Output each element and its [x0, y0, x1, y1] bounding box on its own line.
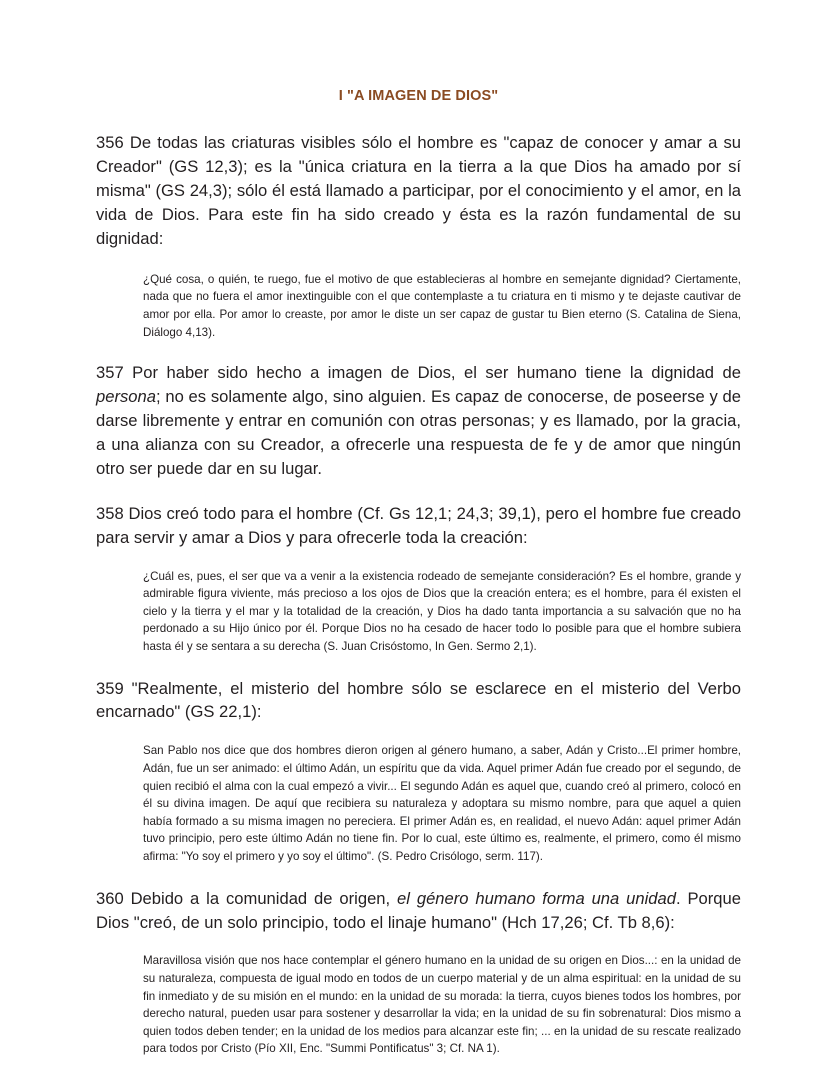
citation-block-359: San Pablo nos dice que dos hombres dieron origen al género humano, a saber, Adán y Cristo...El primer hombre, Adán, fue un ser animado: el último Adán, un espíritu que da vida. Aquel primer Adán fue creado por el segundo, de quien recibió el alma con la cual empezó a vivir... El segundo Adán es aquel que, cuando creó al primero, colocó en él su divina imagen. De aquí que recibiera su naturaleza y adoptara su mismo nombre, para que aquel a quien había formado a su misma imagen no pereciera. El primer Adán es, en realidad, el nuevo Adán: aquel primer Adán tuvo principio, pero este último Adán no tiene fin. Por lo cual, este último es, realmente, el primero, como él mismo afirma: "Yo soy el primero y yo soy el último". (S. Pedro Crisólogo, serm. 117). — [143, 744, 741, 863]
paragraph-360 — [96, 887, 741, 935]
citation-block-356: ¿Qué cosa, o quién, te ruego, fue el motivo de que establecieras al hombre en semejante dignidad? Ciertamente, nada que no fuera el amor inextinguible con el que contemplaste a tu criatura en ti mismo y te dejaste cautivar de amor por ella. Por amor lo creaste, por amor le diste un ser capaz de gustar tu Bien eterno (S. Catalina de Siena, Diálogo 4,13). — [143, 272, 741, 339]
page-title: I "A IMAGEN DE DIOS" — [338, 88, 499, 104]
paragraph-359: 359 "Realmente, el misterio del hombre sólo se esclarece en el misterio del Verbo encarnado" (GS 22,1): — [96, 678, 741, 722]
paragraph-360-emphasis: el género humano forma una unidad — [397, 888, 676, 908]
paragraph-358: 358 Dios creó todo para el hombre (Cf. Gs 12,1; 24,3; 39,1), pero el hombre fue creado para servir y amar a Dios y para ofrecerle toda la creación: — [96, 503, 741, 547]
paragraph-360-part2: . Porque Dios "creó, de un solo principio, todo el linaje humano" (Hch 17,26; Cf. Tb 8,6): — [96, 888, 741, 932]
paragraph-356: 356 De todas las criaturas visibles sólo el hombre es "capaz de conocer y amar a su Creador" (GS 12,3); es la "única criatura en la tierra a la que Dios ha amado por sí misma" (GS 24,3); sólo él está llamado a participar, por el conocimiento y el amor, en la vida de Dios. Para este fin ha sido creado y ésta es la razón fundamental de su dignidad: — [96, 133, 741, 248]
paragraph-360-part1: 360 Debido a la comunidad de origen, — [96, 888, 398, 908]
document-content — [96, 88, 741, 1058]
citation-block-358: ¿Cuál es, pues, el ser que va a venir a la existencia rodeado de semejante consideración? Es el hombre, grande y admirable figura viviente, más precioso a los ojos de Dios que la creación entera; es el hombre, para él existen el cielo y la tierra y el mar y la totalidad de la creación, y Dios ha dado tanta importancia a su salvación que no ha perdonado a su Hijo único por él. Porque Dios no ha cesado de hacer todo lo posible para que el hombre subiera hasta él y se sentara a su derecha (S. Juan Crisóstomo, In Gen. Sermo 2,1). — [143, 569, 741, 653]
citation-block-360: Maravillosa visión que nos hace contemplar el género humano en la unidad de su origen en Dios...: en la unidad de su naturaleza, compuesta de igual modo en todos de un cuerpo material y de un alma espiritual: en la unidad de su fin inmediato y de su misión en el mundo: en la unidad de su morada: la tierra, cuyos bienes todos los hombres, por derecho natural, pueden usar para sostener y desarrollar la vida; en la unidad de su fin sobrenatural: Dios mismo a quien todos deben tender; en la unidad de los medios para alcanzar este fin; ... en la unidad de su rescate realizado para todos por Cristo (Pío XII, Enc. "Summi Pontificatus" 3; Cf. NA 1). — [143, 954, 741, 1056]
paragraph-357-part1: 357 Por haber sido hecho a imagen de Dios, el ser humano tiene la dignidad de — [96, 363, 741, 383]
paragraph-357-part2: ; no es solamente algo, sino alguien. Es capaz de conocerse, de poseerse y de darse libremente y entrar en comunión con otras personas; y es llamado, por la gracia, a una alianza con su Creador, a ofrecerle una respuesta de fe y de amor que ningún otro ser puede dar en su lugar. — [96, 387, 741, 478]
paragraph-357 — [96, 361, 741, 480]
paragraph-357-emphasis: persona — [96, 387, 156, 407]
